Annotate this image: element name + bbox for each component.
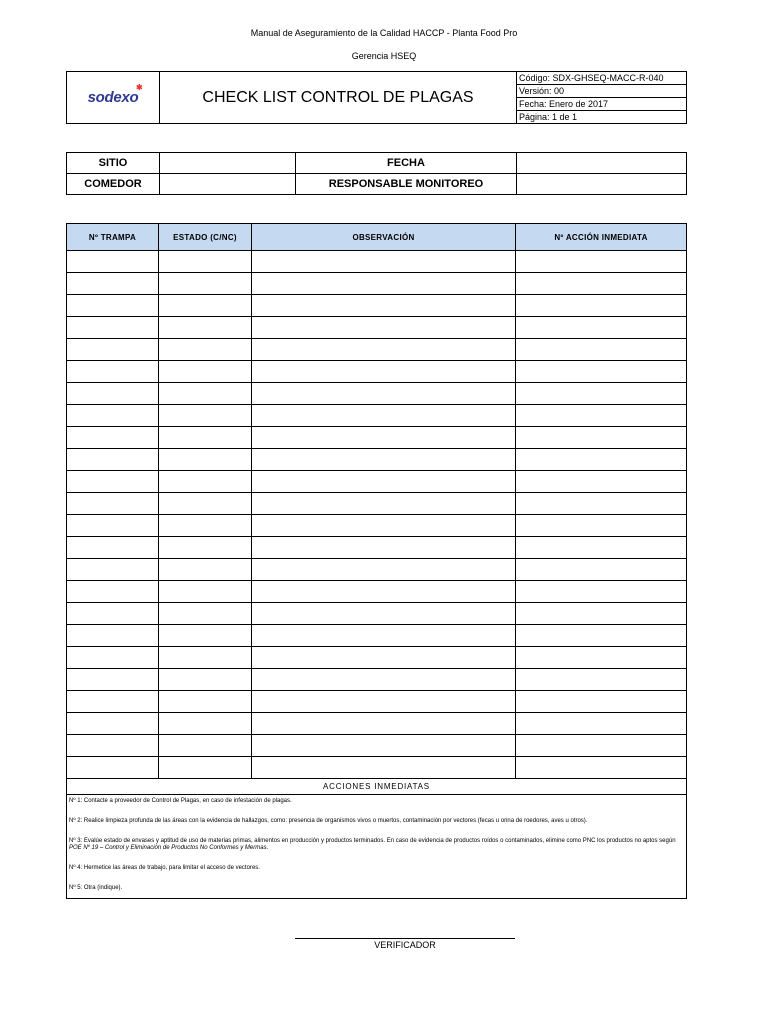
- table-row: [67, 735, 687, 757]
- observacion-cell[interactable]: [252, 691, 516, 713]
- trampa-cell[interactable]: [67, 251, 159, 273]
- comedor-field[interactable]: [160, 174, 296, 195]
- trampa-cell[interactable]: [67, 273, 159, 295]
- table-row: [67, 251, 687, 273]
- accion-cell[interactable]: [516, 339, 687, 361]
- estado-cell[interactable]: [159, 449, 252, 471]
- logo-star-icon: ✱: [135, 82, 143, 92]
- observacion-cell[interactable]: [252, 647, 516, 669]
- trampa-cell[interactable]: [67, 691, 159, 713]
- table-row: [67, 383, 687, 405]
- observacion-cell[interactable]: [252, 295, 516, 317]
- document-title: CHECK LIST CONTROL DE PLAGAS: [160, 72, 517, 124]
- estado-cell[interactable]: [159, 581, 252, 603]
- trampa-cell[interactable]: [67, 713, 159, 735]
- estado-cell[interactable]: [159, 361, 252, 383]
- trampa-cell[interactable]: [67, 757, 159, 779]
- estado-cell[interactable]: [159, 339, 252, 361]
- col-header-accion: Nº ACCIÓN INMEDIATA: [516, 224, 687, 251]
- sodexo-logo: sodexo ✱: [87, 82, 143, 106]
- grid-body: [67, 251, 687, 779]
- fecha-field[interactable]: [517, 153, 687, 174]
- table-row: [67, 515, 687, 537]
- observacion-cell[interactable]: [252, 405, 516, 427]
- accion-cell[interactable]: [516, 603, 687, 625]
- observacion-cell[interactable]: [252, 383, 516, 405]
- acciones-notes: [67, 795, 687, 899]
- table-row: [67, 559, 687, 581]
- accion-cell[interactable]: [516, 735, 687, 757]
- logo-cell: [67, 72, 160, 124]
- accion-cell[interactable]: [516, 383, 687, 405]
- accion-cell[interactable]: [516, 273, 687, 295]
- observacion-cell[interactable]: [252, 537, 516, 559]
- table-row: [67, 339, 687, 361]
- doc-code: Código: SDX-GHSEQ-MACC-R-040: [517, 72, 687, 85]
- table-row: [67, 537, 687, 559]
- accion-cell[interactable]: [516, 537, 687, 559]
- estado-cell[interactable]: [159, 625, 252, 647]
- trampa-cell[interactable]: [67, 735, 159, 757]
- signature-line[interactable]: [295, 938, 515, 939]
- accion-cell[interactable]: [516, 493, 687, 515]
- accion-cell[interactable]: [516, 405, 687, 427]
- trampa-cell[interactable]: [67, 471, 159, 493]
- table-row: [67, 361, 687, 383]
- accion-cell[interactable]: [516, 713, 687, 735]
- manual-title: Manual de Aseguramiento de la Calidad HACCP - Planta Food Pro: [250, 28, 518, 38]
- table-row: [67, 625, 687, 647]
- estado-cell[interactable]: [159, 273, 252, 295]
- observacion-cell[interactable]: [252, 581, 516, 603]
- observacion-cell[interactable]: [252, 735, 516, 757]
- accion-note-1: Nº 1: Contacte a proveedor de Control de Plagas, en caso de infestación de plagas.: [69, 798, 292, 804]
- observacion-cell[interactable]: [252, 515, 516, 537]
- table-row: [67, 405, 687, 427]
- accion-cell[interactable]: [516, 515, 687, 537]
- estado-cell[interactable]: [159, 383, 252, 405]
- responsable-label: RESPONSABLE MONITOREO: [296, 174, 517, 195]
- observacion-cell[interactable]: [252, 669, 516, 691]
- doc-version: Versión: 00: [517, 85, 687, 98]
- observacion-cell[interactable]: [252, 493, 516, 515]
- accion-cell[interactable]: [516, 647, 687, 669]
- observacion-cell[interactable]: [252, 251, 516, 273]
- trampa-cell[interactable]: [67, 493, 159, 515]
- estado-cell[interactable]: [159, 515, 252, 537]
- observacion-cell[interactable]: [252, 339, 516, 361]
- estado-cell[interactable]: [159, 757, 252, 779]
- trap-checklist-table: [66, 223, 687, 899]
- table-row: [67, 317, 687, 339]
- observacion-cell[interactable]: [252, 361, 516, 383]
- estado-cell[interactable]: [159, 471, 252, 493]
- trampa-cell[interactable]: [67, 647, 159, 669]
- table-row: [67, 273, 687, 295]
- table-row: [67, 471, 687, 493]
- trampa-cell[interactable]: [67, 295, 159, 317]
- trampa-cell[interactable]: [67, 339, 159, 361]
- trampa-cell[interactable]: [67, 603, 159, 625]
- estado-cell[interactable]: [159, 251, 252, 273]
- estado-cell[interactable]: [159, 647, 252, 669]
- observacion-cell[interactable]: [252, 471, 516, 493]
- doc-date: Fecha: Enero de 2017: [517, 98, 687, 111]
- accion-cell[interactable]: [516, 317, 687, 339]
- estado-cell[interactable]: [159, 691, 252, 713]
- accion-cell[interactable]: [516, 449, 687, 471]
- observacion-cell[interactable]: [252, 449, 516, 471]
- department-label: Gerencia HSEQ: [351, 51, 417, 61]
- accion-cell[interactable]: [516, 691, 687, 713]
- accion-note-2: Nº 2: Realice limpieza profunda de las áreas con la evidencia de hallazgos, como: presencia de organismos vivos o muertos, contaminación por vectores (fecas u orina de roedores, aves u otros).: [69, 818, 588, 824]
- estado-cell[interactable]: [159, 405, 252, 427]
- table-row: [67, 581, 687, 603]
- accion-cell[interactable]: [516, 669, 687, 691]
- accion-cell[interactable]: [516, 471, 687, 493]
- observacion-cell[interactable]: [252, 273, 516, 295]
- table-row: [67, 603, 687, 625]
- col-header-observacion: OBSERVACIÓN: [252, 224, 516, 251]
- observacion-cell[interactable]: [252, 559, 516, 581]
- document-header-box: [66, 71, 687, 124]
- estado-cell[interactable]: [159, 559, 252, 581]
- table-row: [67, 449, 687, 471]
- trampa-cell[interactable]: [67, 515, 159, 537]
- observacion-cell[interactable]: [252, 625, 516, 647]
- table-row: [67, 295, 687, 317]
- comedor-label: COMEDOR: [67, 174, 160, 195]
- accion-note-4: Nº 4: Hermetice las áreas de trabajo, para limitar el acceso de vectores.: [69, 865, 260, 871]
- observacion-cell[interactable]: [252, 713, 516, 735]
- trampa-cell[interactable]: [67, 625, 159, 647]
- trampa-cell[interactable]: [67, 581, 159, 603]
- accion-cell[interactable]: [516, 251, 687, 273]
- col-header-estado: ESTADO (C/NC): [159, 224, 252, 251]
- estado-cell[interactable]: [159, 317, 252, 339]
- estado-cell[interactable]: [159, 493, 252, 515]
- observacion-cell[interactable]: [252, 757, 516, 779]
- poe-reference: POE Nº 19 – Control y Eliminación de Productos No Conformes y Mermas: [69, 845, 267, 851]
- estado-cell[interactable]: [159, 603, 252, 625]
- trampa-cell[interactable]: [67, 427, 159, 449]
- accion-cell[interactable]: [516, 625, 687, 647]
- trampa-cell[interactable]: [67, 361, 159, 383]
- table-row: [67, 691, 687, 713]
- verificador-label: VERIFICADOR: [374, 940, 436, 950]
- table-row: [67, 493, 687, 515]
- acciones-title: ACCIONES INMEDIATAS: [67, 779, 687, 795]
- observacion-cell[interactable]: [252, 317, 516, 339]
- estado-cell[interactable]: [159, 713, 252, 735]
- accion-cell[interactable]: [516, 295, 687, 317]
- trampa-cell[interactable]: [67, 317, 159, 339]
- accion-note-3: Nº 3: Evalúe estado de envases y aptitud de uso de materias primas, alimentos en producción y productos terminados. En caso de evidencia de productos roídos o contaminados, elimine como PNC los productos no aptos según POE Nº 19 – Control y Eliminación de Productos No Conformes y Mermas.: [69, 838, 676, 851]
- estado-cell[interactable]: [159, 427, 252, 449]
- table-row: [67, 669, 687, 691]
- observacion-cell[interactable]: [252, 427, 516, 449]
- doc-page: Página: 1 de 1: [517, 111, 687, 124]
- col-header-trampa: Nº TRAMPA: [67, 224, 159, 251]
- accion-note-5: Nº 5: Otra (indique).: [69, 885, 123, 891]
- trampa-cell[interactable]: [67, 405, 159, 427]
- sitio-field[interactable]: [160, 153, 296, 174]
- table-row: [67, 713, 687, 735]
- table-row: [67, 427, 687, 449]
- estado-cell[interactable]: [159, 735, 252, 757]
- sitio-label: SITIO: [67, 153, 160, 174]
- estado-cell[interactable]: [159, 295, 252, 317]
- responsable-field[interactable]: [517, 174, 687, 195]
- accion-cell[interactable]: [516, 559, 687, 581]
- accion-cell[interactable]: [516, 581, 687, 603]
- observacion-cell[interactable]: [252, 603, 516, 625]
- info-table: [66, 152, 687, 195]
- table-row: [67, 757, 687, 779]
- accion-cell[interactable]: [516, 757, 687, 779]
- estado-cell[interactable]: [159, 669, 252, 691]
- trampa-cell[interactable]: [67, 537, 159, 559]
- estado-cell[interactable]: [159, 537, 252, 559]
- table-row: [67, 647, 687, 669]
- accion-cell[interactable]: [516, 361, 687, 383]
- trampa-cell[interactable]: [67, 383, 159, 405]
- trampa-cell[interactable]: [67, 559, 159, 581]
- accion-cell[interactable]: [516, 427, 687, 449]
- trampa-cell[interactable]: [67, 449, 159, 471]
- fecha-label: FECHA: [296, 153, 517, 174]
- trampa-cell[interactable]: [67, 669, 159, 691]
